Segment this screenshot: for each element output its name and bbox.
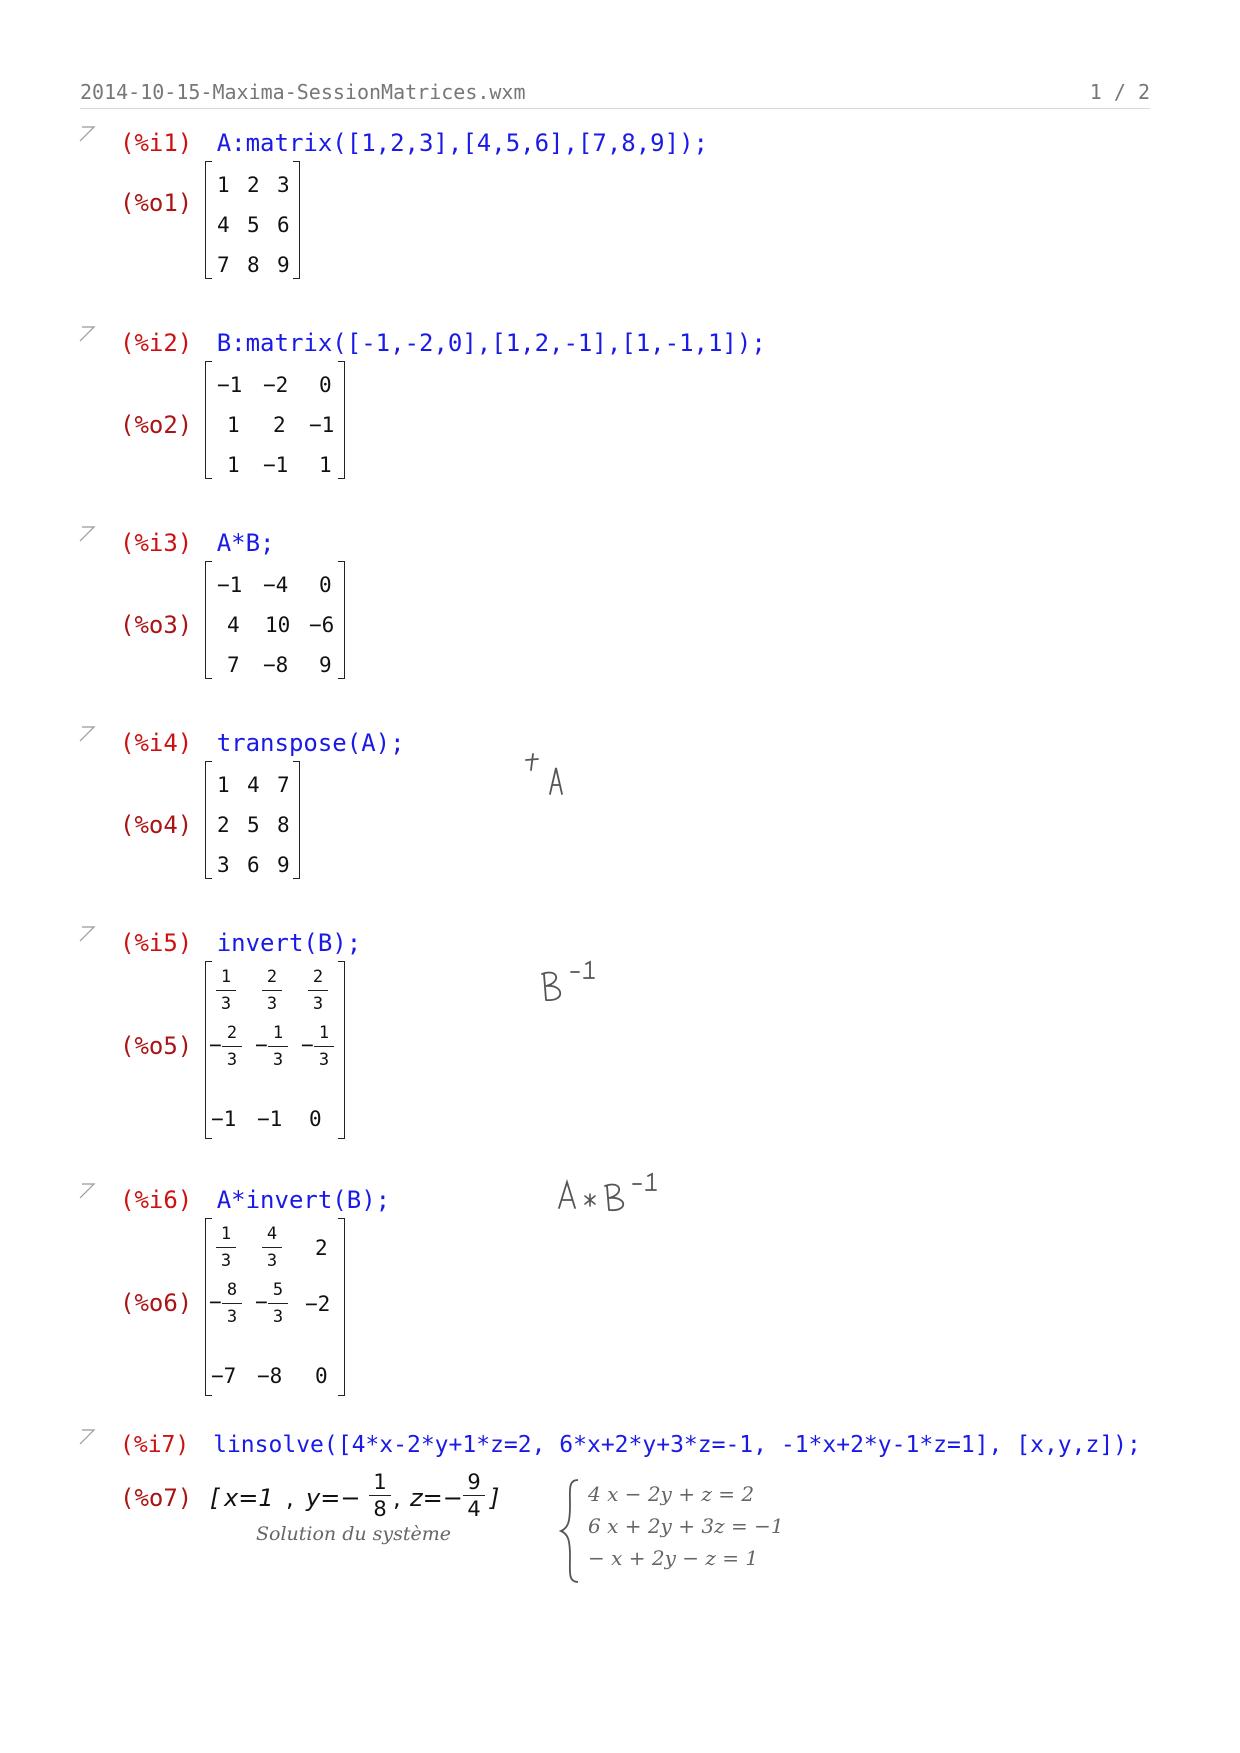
output-matrix [205,761,300,879]
handwritten-transpose-note [525,750,575,800]
matrix-cell: −1 [211,1107,237,1131]
frac-numerator: 2 [226,1023,238,1043]
output-label: (%o2) [120,411,193,439]
input-label: (%i3) [120,529,193,557]
frac-numerator: 4 [266,1224,278,1244]
handwritten-inverse-note [538,960,608,1005]
page-number: 1 / 2 [1089,80,1150,104]
matrix-cell: 1 [319,453,332,477]
matrix-cell: 4 [227,613,240,637]
matrix-cell: 4 [247,773,260,797]
frac-denominator: 8 [373,1497,387,1521]
cell-toggle-icon[interactable] [78,125,98,145]
frac-numerator: 2 [312,967,324,987]
input-code[interactable]: A:matrix([1,2,3],[4,5,6],[7,8,9]); [216,129,708,157]
matrix-cell: −1 [257,1107,283,1131]
input-code[interactable]: linsolve([4*x-2*y+1*z=2, 6*x+2*y+3*z=-1, -1*x+2*y-1*z=1], [x,y,z]); [213,1432,1141,1458]
input-label: (%i7) [120,1432,190,1458]
frac-denominator: 3 [266,994,278,1014]
frac-denominator: 3 [220,994,232,1014]
matrix-cell: −2 [305,1292,331,1316]
matrix-cell: 7 [217,253,230,277]
frac-numerator: 1 [373,1470,387,1494]
matrix-cell: 2 [247,173,260,197]
brace-icon [558,1476,582,1586]
bracket-close: ] [490,1484,500,1512]
matrix-cell: 10 [265,613,291,637]
frac-denominator: 3 [318,1050,330,1070]
matrix-cell: 3 [277,173,290,197]
matrix-cell: −6 [309,613,335,637]
input-code[interactable]: invert(B); [216,929,362,957]
z-value: z=− [410,1484,463,1512]
matrix-cell: 2 [217,813,230,837]
output-matrix [205,161,300,279]
y-value: y=− [306,1484,361,1512]
matrix-cell: 8 [277,813,290,837]
frac-denominator: 3 [272,1307,284,1327]
input-code[interactable]: A*B; [216,529,275,557]
system-eq-3: − x + 2y − z = 1 [588,1546,759,1570]
cell-toggle-icon[interactable] [78,1428,98,1448]
output-matrix [205,961,345,1139]
frac-denominator: 3 [272,1050,284,1070]
matrix-cell: 6 [277,213,290,237]
input-line[interactable] [120,529,275,557]
frac-denominator: 3 [312,994,324,1014]
input-line[interactable] [120,929,361,957]
frac-numerator: 5 [272,1280,284,1300]
output-matrix [205,561,345,679]
matrix-cell: 9 [319,653,332,677]
output-label: (%o5) [120,1032,193,1060]
system-eq-1: 4 x − 2y + z = 2 [588,1482,755,1506]
matrix-cell: 9 [277,253,290,277]
bracket-open: [ [210,1484,220,1512]
matrix-cell: 1 [217,773,230,797]
input-label: (%i2) [120,329,193,357]
matrix-cell: 1 [227,413,240,437]
cell-toggle-icon[interactable] [78,925,98,945]
frac-denominator: 3 [266,1251,278,1271]
matrix-cell: 4 [217,213,230,237]
cell-toggle-icon[interactable] [78,1182,98,1202]
matrix-cell: 2 [273,413,286,437]
minus-sign: − [209,1290,222,1314]
cell-toggle-icon[interactable] [78,525,98,545]
matrix-cell: −7 [211,1364,237,1388]
matrix-cell: −2 [263,373,289,397]
minus-sign: − [255,1033,268,1057]
input-label: (%i6) [120,1186,193,1214]
matrix-cell: −1 [263,453,289,477]
matrix-cell: 0 [319,373,332,397]
input-code[interactable]: transpose(A); [216,729,405,757]
matrix-cell: −1 [309,413,335,437]
matrix-cell: −8 [263,653,289,677]
input-line[interactable] [120,1432,1141,1458]
frac-denominator: 3 [220,1251,232,1271]
frac-numerator: 8 [226,1280,238,1300]
frac-numerator: 1 [220,967,232,987]
handwritten-solution-note: Solution du système [256,1523,452,1545]
frac-numerator: 9 [467,1470,481,1494]
input-line[interactable] [120,1186,390,1214]
matrix-cell: 6 [247,853,260,877]
page-header [80,80,1150,109]
frac-numerator: 2 [266,967,278,987]
matrix-cell: 2 [315,1236,328,1260]
system-eq-2: 6 x + 2y + 3z = −1 [588,1514,784,1538]
matrix-cell: −1 [217,573,243,597]
output-matrix [205,361,345,479]
output-label: (%o6) [120,1289,193,1317]
matrix-cell: 5 [247,213,260,237]
input-code[interactable]: A*invert(B); [216,1186,391,1214]
frac-numerator: 1 [318,1023,330,1043]
matrix-cell: 1 [217,173,230,197]
handwritten-system [558,1476,838,1586]
input-line[interactable] [120,329,766,357]
output-label: (%o1) [120,189,193,217]
file-name: 2014-10-15-Maxima-SessionMatrices.wxm [80,80,526,104]
minus-sign: − [209,1033,222,1057]
matrix-cell: −4 [263,573,289,597]
matrix-cell: 0 [315,1364,328,1388]
matrix-cell: 7 [227,653,240,677]
matrix-cell: 5 [247,813,260,837]
cell-toggle-icon[interactable] [78,325,98,345]
matrix-cell: −8 [257,1364,283,1388]
minus-sign: − [255,1290,268,1314]
matrix-cell: 8 [247,253,260,277]
input-label: (%i1) [120,129,193,157]
matrix-cell: 0 [319,573,332,597]
output-label: (%o7) [120,1484,193,1512]
matrix-cell: 0 [309,1107,322,1131]
frac-denominator: 4 [467,1497,481,1521]
handwritten-product-note [555,1172,665,1212]
input-code[interactable]: B:matrix([-1,-2,0],[1,2,-1],[1,-1,1]); [216,329,766,357]
x-value: x=1 [224,1484,274,1512]
input-line[interactable] [120,729,405,757]
matrix-cell: 7 [277,773,290,797]
matrix-cell: 9 [277,853,290,877]
frac-numerator: 1 [220,1224,232,1244]
input-label: (%i4) [120,729,193,757]
frac-denominator: 3 [226,1307,238,1327]
cell-toggle-icon[interactable] [78,725,98,745]
matrix-cell: −1 [217,373,243,397]
frac-denominator: 3 [226,1050,238,1070]
input-line[interactable] [120,129,708,157]
input-label: (%i5) [120,929,193,957]
output-matrix [205,1218,345,1396]
output-label: (%o4) [120,811,193,839]
frac-numerator: 1 [272,1023,284,1043]
matrix-cell: 3 [217,853,230,877]
output-label: (%o3) [120,611,193,639]
minus-sign: − [301,1033,314,1057]
matrix-cell: 1 [227,453,240,477]
